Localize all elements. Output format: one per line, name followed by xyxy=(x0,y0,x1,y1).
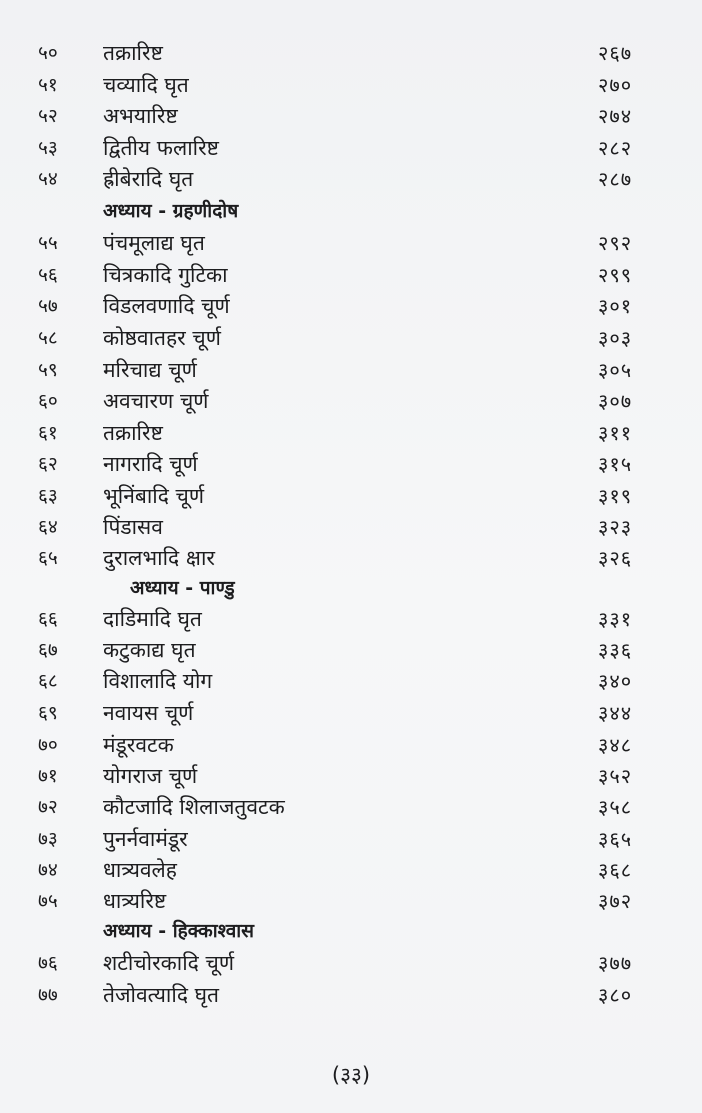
entry-title: द्वितीय फलारिष्ट xyxy=(103,136,219,160)
entry-title: कौटजादि शिलाजतुवटक xyxy=(103,795,285,819)
entry-number: ६६ xyxy=(38,608,58,630)
list-item xyxy=(0,543,702,573)
entry-number: ५० xyxy=(38,42,58,64)
entry-number: ७२ xyxy=(38,796,58,818)
entry-title: धात्र्यरिष्ट xyxy=(103,889,167,913)
entry-title: पिंडासव xyxy=(103,515,163,539)
entry-page: ३४४ xyxy=(598,701,633,725)
entry-number: ७६ xyxy=(38,952,58,974)
entry-number: ६१ xyxy=(38,422,58,444)
list-item xyxy=(0,291,702,321)
entry-page: ३४० xyxy=(598,669,633,693)
entry-page: ३०३ xyxy=(598,326,633,350)
entry-number: ७३ xyxy=(38,828,58,850)
entry-number: ६० xyxy=(38,390,58,412)
entry-title: ह्रीबेरादि घृत xyxy=(103,167,194,191)
entry-title: विशालादि योग xyxy=(103,669,213,693)
list-item xyxy=(0,38,702,68)
entry-page: २९९ xyxy=(598,263,633,287)
list-item xyxy=(0,604,702,634)
entry-number: ६२ xyxy=(38,453,58,475)
entry-title: चित्रकादि गुटिका xyxy=(103,263,228,287)
entry-number: ७१ xyxy=(38,765,58,787)
entry-page: ३०७ xyxy=(598,389,633,413)
entry-title: तक्रारिष्ट xyxy=(103,41,163,65)
list-item xyxy=(0,418,702,448)
list-item xyxy=(0,386,702,416)
list-item xyxy=(0,792,702,822)
entry-title: शटीचोरकादि चूर्ण xyxy=(103,951,235,975)
entry-title: योगराज चूर्ण xyxy=(103,764,198,788)
entry-page: ३५२ xyxy=(598,764,633,788)
entry-number: ७४ xyxy=(38,859,58,881)
list-item xyxy=(0,228,702,258)
entry-number: ५५ xyxy=(38,232,58,254)
entry-title: भूनिंबादि चूर्ण xyxy=(103,484,205,508)
entry-title: अवचारण चूर्ण xyxy=(103,389,209,413)
entry-page: ३०५ xyxy=(598,358,633,382)
entry-page: ३०१ xyxy=(598,294,633,318)
entry-title: दाडिमादि घृत xyxy=(103,607,202,631)
entry-page: ३१९ xyxy=(598,484,633,508)
entry-title: दुरालभादि क्षार xyxy=(103,546,215,570)
chapter-heading: अध्याय - ग्रहणीदोष xyxy=(103,200,239,222)
entry-title: पंचमूलाद्य घृत xyxy=(103,231,205,255)
entry-page: ३११ xyxy=(598,421,633,445)
list-item xyxy=(0,980,702,1010)
entry-page: ३७२ xyxy=(598,889,633,913)
list-item xyxy=(0,449,702,479)
entry-title: मंडूरवटक xyxy=(103,733,174,757)
list-item xyxy=(0,824,702,854)
chapter-heading: अध्याय - पाण्डु xyxy=(130,577,235,599)
entry-title: अभयारिष्ट xyxy=(103,104,178,128)
entry-title: कोष्ठवातहर चूर्ण xyxy=(103,326,221,350)
list-item xyxy=(0,481,702,511)
entry-page: ३७७ xyxy=(598,951,633,975)
entry-page: २७४ xyxy=(598,104,633,128)
entry-page: ३८० xyxy=(598,983,633,1007)
entry-title: पुनर्नवामंडूर xyxy=(103,827,188,851)
entry-number: ५२ xyxy=(38,105,58,127)
list-item xyxy=(0,698,702,728)
entry-number: ५९ xyxy=(38,359,58,381)
list-item xyxy=(0,948,702,978)
list-item xyxy=(0,761,702,791)
entry-title: कटुकाद्य घृत xyxy=(103,638,196,662)
entry-page: २६७ xyxy=(598,41,633,65)
entry-page: ३६५ xyxy=(598,827,633,851)
entry-number: ६९ xyxy=(38,702,58,724)
entry-number: ६४ xyxy=(38,516,58,538)
entry-page: ३३१ xyxy=(598,607,633,631)
list-item xyxy=(0,164,702,194)
entry-page: २७० xyxy=(598,73,633,97)
list-item xyxy=(0,886,702,916)
entry-title: चव्यादि घृत xyxy=(103,73,189,97)
list-item xyxy=(0,70,702,100)
entry-page: ३१५ xyxy=(598,452,633,476)
chapter-heading: अध्याय - हिक्काश्वास xyxy=(103,920,255,942)
entry-title: तेजोवत्यादि घृत xyxy=(103,983,220,1007)
entry-number: ७५ xyxy=(38,890,58,912)
entry-number: ५८ xyxy=(38,327,58,349)
list-item xyxy=(0,635,702,665)
entry-number: ५३ xyxy=(38,137,58,159)
entry-page: ३५८ xyxy=(598,795,633,819)
entry-number: ६५ xyxy=(38,547,58,569)
page-number: (३३) xyxy=(331,1063,371,1087)
entry-number: ५१ xyxy=(38,74,58,96)
list-item xyxy=(0,260,702,290)
entry-page: २८७ xyxy=(598,167,633,191)
entry-number: ६३ xyxy=(38,485,58,507)
entry-number: ५४ xyxy=(38,168,58,190)
entry-number: ७० xyxy=(38,734,58,756)
entry-page: ३२६ xyxy=(598,546,633,570)
entry-page: ३४८ xyxy=(598,733,633,757)
list-item xyxy=(0,323,702,353)
list-item xyxy=(0,512,702,542)
list-item xyxy=(0,355,702,385)
entry-number: ५७ xyxy=(38,295,58,317)
list-item xyxy=(0,666,702,696)
entry-number: ६८ xyxy=(38,670,58,692)
list-item xyxy=(0,133,702,163)
entry-title: नागरादि चूर्ण xyxy=(103,452,198,476)
entry-page: ३२३ xyxy=(598,515,633,539)
entry-page: ३३६ xyxy=(598,638,633,662)
list-item xyxy=(0,730,702,760)
entry-title: नवायस चूर्ण xyxy=(103,701,194,725)
entry-title: विडलवणादि चूर्ण xyxy=(103,294,230,318)
entry-number: ७७ xyxy=(38,984,58,1006)
list-item xyxy=(0,101,702,131)
entry-title: धात्र्यवलेह xyxy=(103,858,177,882)
entry-number: ५६ xyxy=(38,264,58,286)
entry-page: २८२ xyxy=(598,136,633,160)
entry-title: मरिचाद्य चूर्ण xyxy=(103,358,197,382)
entry-title: तक्रारिष्ट xyxy=(103,421,163,445)
list-item xyxy=(0,855,702,885)
entry-page: २९२ xyxy=(598,231,633,255)
entry-number: ६७ xyxy=(38,639,58,661)
entry-page: ३६८ xyxy=(598,858,633,882)
